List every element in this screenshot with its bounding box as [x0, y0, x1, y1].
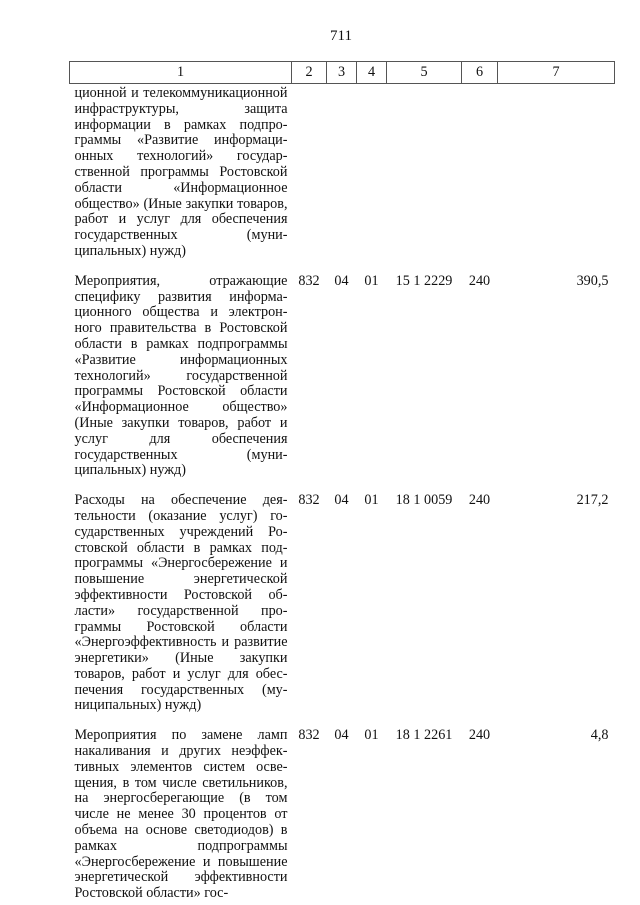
row-spacer — [70, 479, 615, 491]
row-spacer — [70, 260, 615, 272]
row-expense-type: 240 — [468, 492, 491, 509]
page-number: 711 — [330, 28, 352, 44]
header-col-4: 4 — [357, 62, 387, 84]
header-col-5: 5 — [387, 62, 462, 84]
header-col-2: 2 — [292, 62, 327, 84]
row-section: 04 — [334, 727, 349, 744]
row-amount: 390,5 — [576, 272, 609, 289]
row-target-article — [387, 84, 462, 260]
row-ministry-code — [292, 84, 327, 260]
table-row — [70, 491, 615, 714]
row-ministry-code: 832 — [298, 727, 320, 744]
budget-table — [69, 61, 615, 902]
row-amount: 4,8 — [590, 727, 609, 744]
row-section — [327, 84, 357, 260]
table-row — [70, 726, 615, 902]
row-amount: 217,2 — [576, 492, 609, 509]
row-expense-type: 240 — [468, 727, 491, 744]
row-ministry-code: 832 — [298, 492, 320, 509]
table-row — [70, 272, 615, 479]
table-row — [70, 84, 615, 260]
row-expense-type — [462, 84, 498, 260]
row-subsection: 01 — [364, 492, 379, 509]
row-description: ционной и телекоммуникационной инфраструктуры, защита информации в рамках подпрограммы «Развитие информационных технологий» государственной программы Ростовской области «Информационное общество» (Иные закупки товаров, работ и услуг для обеспечения государственных (муниципальных) нужд) — [74, 85, 288, 259]
header-col-7: 7 — [498, 62, 615, 84]
header-col-3: 3 — [327, 62, 357, 84]
row-spacer — [70, 714, 615, 726]
row-expense-type: 240 — [468, 272, 491, 289]
row-section: 04 — [334, 492, 349, 509]
row-target-article: 18 1 0059 — [395, 492, 453, 509]
header-col-6: 6 — [462, 62, 498, 84]
row-ministry-code: 832 — [298, 272, 320, 289]
table-header-row — [70, 62, 615, 84]
row-description: Расходы на обеспечение деятельности (оказание услуг) государственных учреждений Ростовской области в рамках подпрограммы «Энергосбережение и повышение энергетической эффективности Ростовской области» государственной программы Ростовской области «Энергоэффективность и развитие энергетики» (Иные закупки товаров, работ и услуг для обеспечения государственных (муниципальных) нужд) — [74, 492, 288, 714]
row-target-article: 18 1 2261 — [395, 727, 453, 744]
row-subsection — [357, 84, 387, 260]
row-section: 04 — [334, 272, 349, 289]
row-description: Мероприятия по замене ламп накаливания и других неэффективных элементов систем освещения, в том числе светильников, на энергосберегающие (в том числе не менее 30 процентов от объема на основе светодиодов) в рамках подпрограммы «Энергосбережение и повышение энергетической эффективности Ростовской области» гос- — [74, 727, 288, 902]
header-col-1: 1 — [70, 62, 292, 84]
row-target-article: 15 1 2229 — [395, 272, 453, 289]
row-amount — [498, 84, 615, 260]
row-description: Мероприятия, отражающие специфику развития информационного общества и электронного правительства в Ростовской области в рамках подпрограммы «Развитие информационных технологий» государственной программы Ростовской области «Информационное общество» (Иные закупки товаров, работ и услуг для обеспечения государственных (муниципальных) нужд) — [74, 272, 288, 479]
row-subsection: 01 — [364, 727, 379, 744]
row-subsection: 01 — [364, 272, 379, 289]
